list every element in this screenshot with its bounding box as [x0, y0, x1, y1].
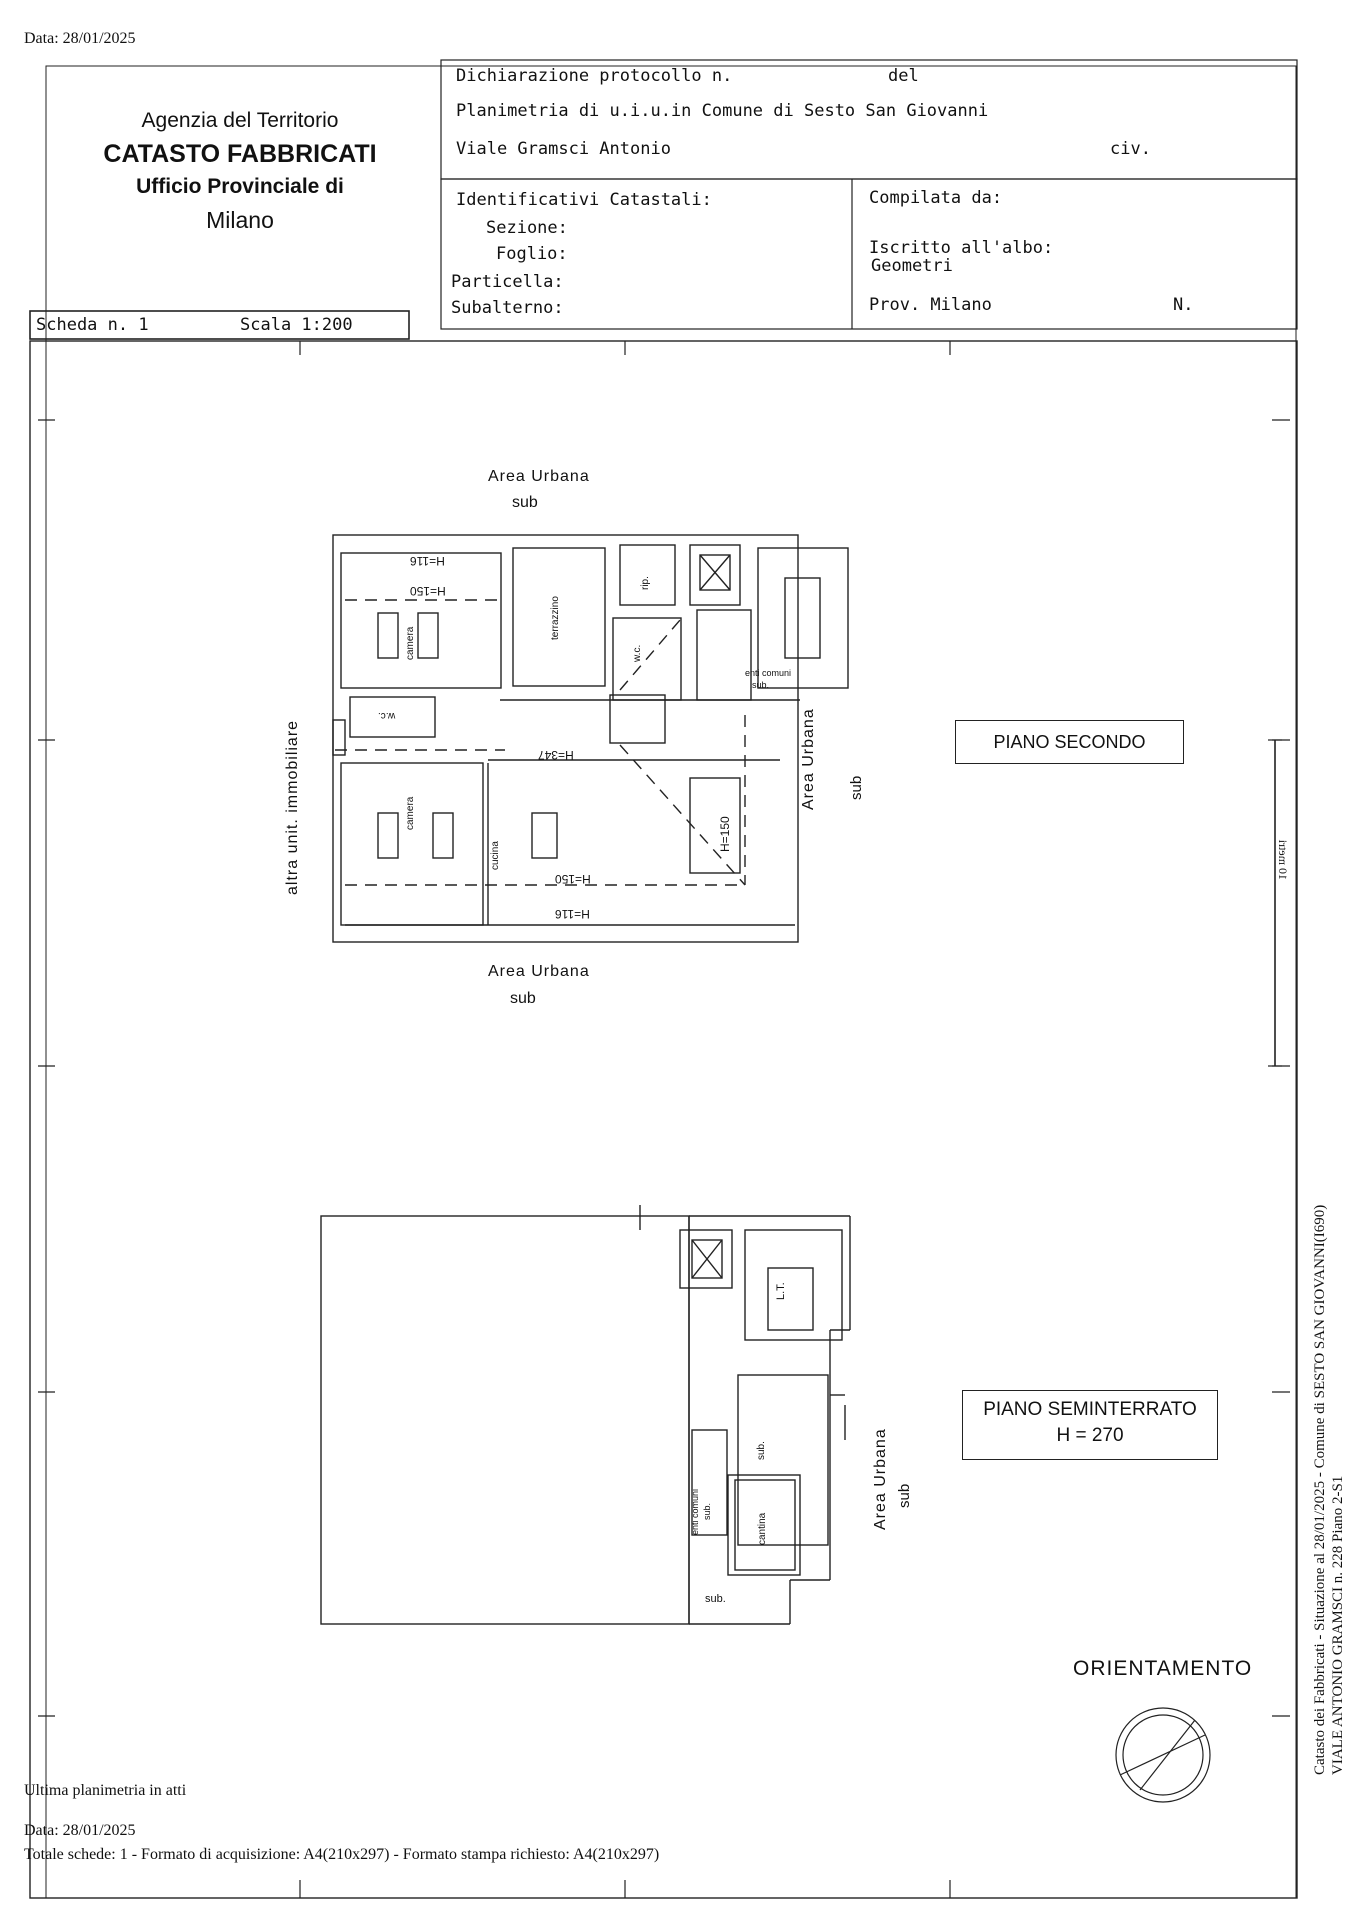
area-urbana-right: Area Urbana — [800, 708, 817, 810]
compilata-label: Compilata da: — [869, 188, 1003, 208]
enti-comuni-label: enti comuni — [745, 668, 792, 678]
sub-top: sub — [512, 494, 538, 511]
subalterno-label: Subalterno: — [451, 298, 564, 318]
camera-1-label: camera — [405, 626, 416, 660]
agency-line-1: Agenzia del Territorio — [141, 109, 339, 132]
h150-right: H=150 — [718, 816, 732, 852]
lt-label: L.T. — [775, 1282, 787, 1300]
sub-basement: sub — [896, 1483, 913, 1508]
h347-label: H=347 — [538, 748, 574, 762]
rip-label: rip. — [640, 576, 651, 590]
piano-secondo-title: PIANO SECONDO — [955, 720, 1184, 764]
sub-right: sub — [848, 775, 865, 800]
side-text-2: VIALE ANTONIO GRAMSCI n. 228 Piano 2-S1 — [1330, 1475, 1346, 1775]
scala-label: Scala 1:200 — [240, 315, 353, 335]
agency-line-2: CATASTO FABBRICATI — [103, 140, 377, 168]
wc-2-label: w.c. — [378, 710, 396, 721]
area-urbana-basement: Area Urbana — [872, 1428, 889, 1530]
altra-unit-label: altra unit. immobiliare — [284, 719, 301, 895]
enti-sub-basement: sub. — [702, 1502, 712, 1520]
cantina-label: cantina — [757, 1512, 768, 1545]
piano-seminterrato-box — [962, 1390, 1218, 1460]
h116-top: H=116 — [410, 554, 445, 568]
address-label: Viale Gramsci Antonio — [456, 139, 671, 159]
sub-bottom: sub — [510, 990, 536, 1007]
scale-bar-label: 10 metri — [1276, 839, 1290, 880]
identificativi-label: Identificativi Catastali: — [456, 190, 712, 210]
sezione-label: Sezione: — [486, 218, 568, 238]
enti-sub-label: sub. — [752, 680, 770, 690]
agency-line-3: Ufficio Provinciale di — [136, 175, 344, 198]
planimetria-label: Planimetria di u.i.u.in Comune di Sesto San Giovanni — [456, 101, 989, 121]
agency-line-4: Milano — [206, 207, 274, 233]
iscritto-label: Iscritto all'albo: — [869, 238, 1054, 258]
top-date: Data: 28/01/2025 — [24, 30, 136, 47]
enti-comuni-basement: enti comuni — [690, 1488, 700, 1535]
h116-bottom: H=116 — [555, 907, 590, 921]
ultima-planimetria: Ultima planimetria in atti — [24, 1782, 187, 1799]
h150-bottom: H=150 — [555, 872, 591, 886]
compass-icon — [1116, 1708, 1210, 1802]
area-urbana-bottom: Area Urbana — [488, 963, 590, 980]
wc-1-label: w.c. — [632, 644, 643, 662]
piano-seminterrato-title: PIANO SEMINTERRATO — [983, 1399, 1197, 1420]
civ-label: civ. — [1110, 139, 1151, 159]
footer-date: Data: 28/01/2025 — [24, 1822, 136, 1839]
protocol-label: Dichiarazione protocollo n. — [456, 66, 733, 86]
sub-2-label: sub. — [705, 1593, 726, 1605]
prov-label: Prov. Milano — [869, 295, 992, 315]
orientamento-label: ORIENTAMENTO — [1073, 1657, 1253, 1680]
geometri-label: Geometri — [871, 256, 953, 276]
terrazzino-label: terrazzino — [550, 596, 561, 640]
cucina-label: cucina — [490, 841, 501, 870]
particella-label: Particella: — [451, 272, 564, 292]
sub-1-label: sub. — [756, 1441, 767, 1460]
camera-2-label: camera — [405, 796, 416, 830]
footer-totale: Totale schede: 1 - Formato di acquisizione: A4(210x297) - Formato stampa richiesto: A4(210x297) — [24, 1846, 660, 1863]
plan-basement-lines — [321, 1205, 850, 1624]
n-label: N. — [1173, 295, 1194, 315]
piano-seminterrato-height: H = 270 — [1056, 1425, 1124, 1446]
del-label: del — [888, 66, 919, 86]
area-urbana-top: Area Urbana — [488, 468, 590, 485]
scheda-label: Scheda n. 1 — [36, 315, 149, 335]
h150-top: H=150 — [410, 584, 446, 598]
side-text-1: Catasto dei Fabbricati - Situazione al 28/01/2025 - Comune di SESTO SAN GIOVANNI(I690) — [1312, 1204, 1328, 1775]
foglio-label: Foglio: — [496, 244, 568, 264]
